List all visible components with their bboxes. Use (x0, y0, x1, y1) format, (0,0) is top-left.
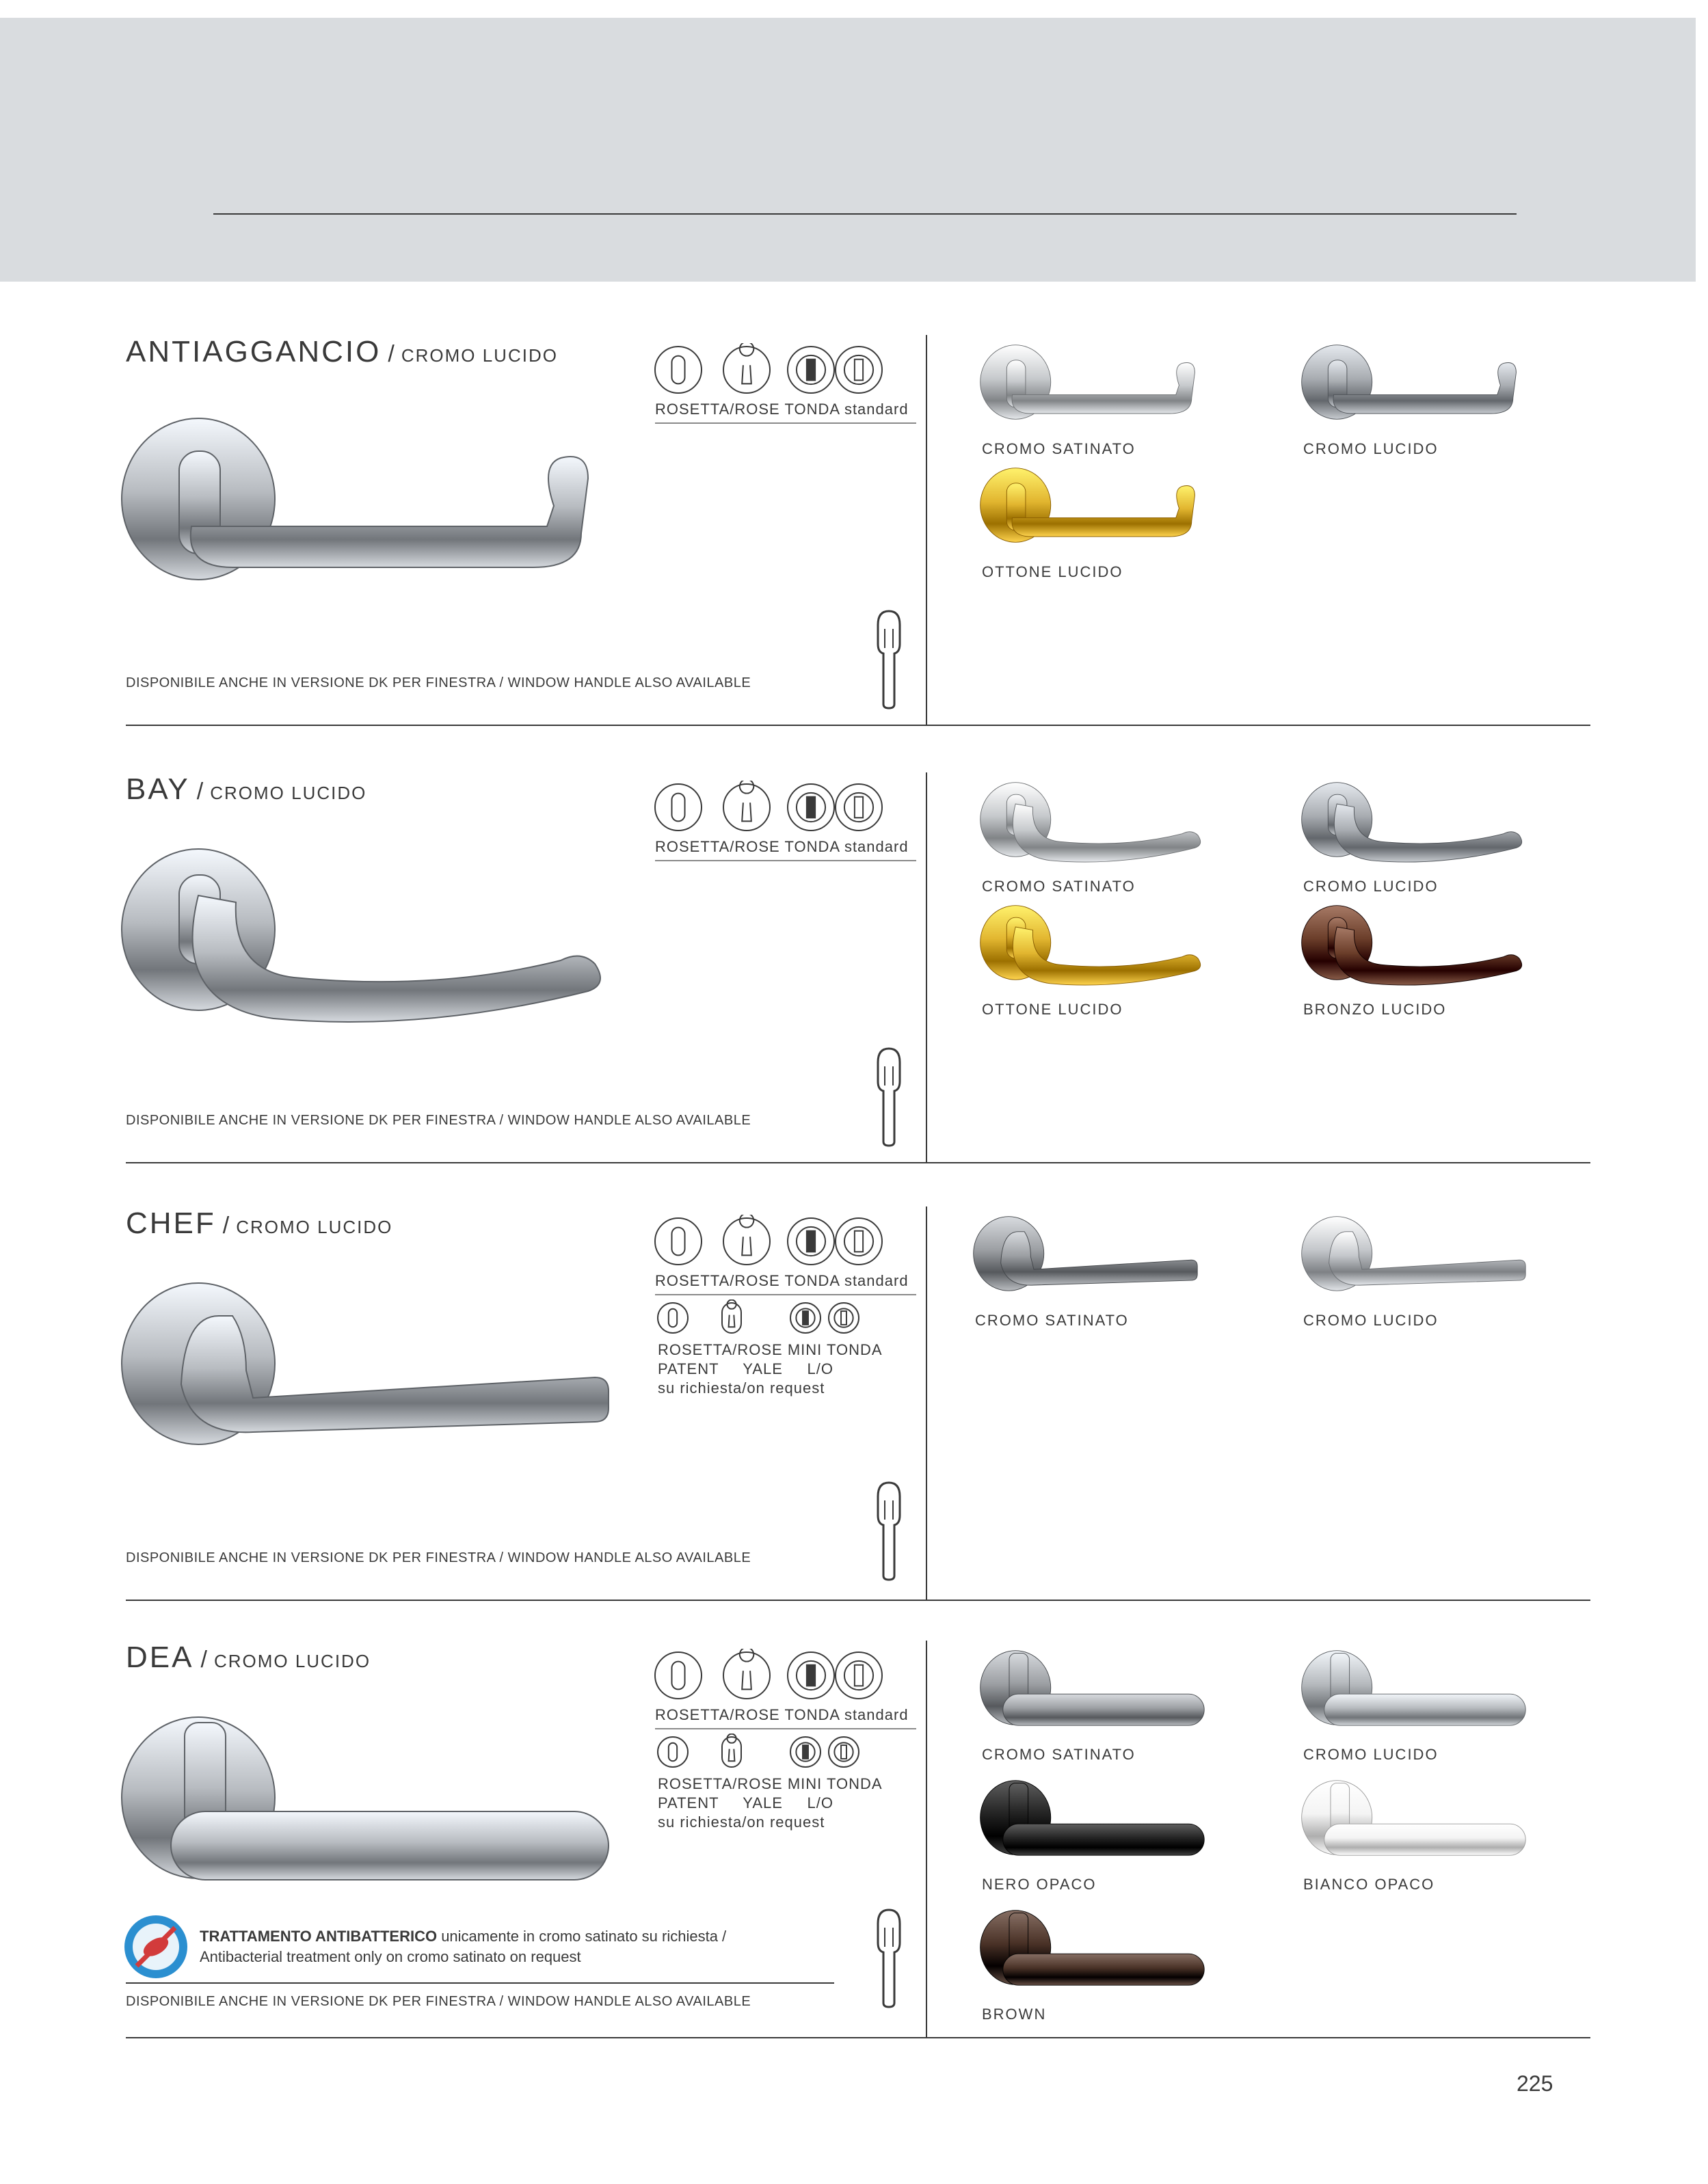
dk-note: DISPONIBILE ANCHE IN VERSIONE DK PER FINESTRA / WINDOW HANDLE ALSO AVAILABLE (126, 675, 751, 690)
lo-rose-icon-2 (836, 784, 882, 831)
variant-label: CROMO LUCIDO (1303, 1312, 1439, 1329)
variant-handle-image (978, 895, 1231, 991)
model-name: ANTIAGGANCIO (126, 335, 382, 368)
model-title (126, 1206, 392, 1241)
rose-icons (652, 781, 885, 837)
yale-rose-icon (723, 1649, 770, 1699)
column-divider (926, 772, 927, 1162)
finish-variant (978, 1641, 1231, 1764)
finish-variant (978, 1900, 1231, 2023)
rose-icons (652, 1215, 885, 1271)
antibacterial-rule (126, 1982, 834, 1984)
antibacterial-text: unicamente in cromo satinato su richiesta / (437, 1928, 727, 1945)
model-finish: CROMO LUCIDO (213, 1651, 371, 1671)
finish-variant (1299, 895, 1552, 1019)
lo-rose-icon (790, 1303, 820, 1333)
model-title (126, 335, 558, 369)
rose-label-rule (655, 1294, 916, 1295)
lo-rose-icon-2 (836, 1652, 882, 1699)
rose-icons (652, 1649, 885, 1706)
finish-variant (978, 895, 1231, 1019)
variant-label: CROMO SATINATO (975, 1312, 1129, 1329)
antibacterial-line2: Antibacterial treatment only on cromo satinato on request (200, 1948, 581, 1965)
variant-handle-image (978, 1900, 1231, 1996)
lo-rose-icon-2 (829, 1303, 859, 1333)
variant-label: CROMO SATINATO (982, 440, 1136, 457)
lo-rose-icon (788, 347, 834, 393)
lo-rose-icon (790, 1737, 820, 1767)
rose-label-rule (655, 422, 916, 424)
rose-label-rule (655, 860, 916, 861)
mini-rose-icons (655, 1299, 860, 1340)
yale-rose-icon (723, 1215, 770, 1265)
finish-variant (1299, 1641, 1552, 1764)
title-slash: / (200, 1647, 207, 1673)
header-band (0, 18, 1696, 282)
finish-variant (978, 335, 1231, 458)
rose-standard-label: ROSETTA/ROSE TONDA standard (655, 1706, 909, 1723)
column-divider (926, 1206, 927, 1600)
variant-label: BROWN (982, 2006, 1047, 2023)
variant-handle-image (1299, 335, 1552, 431)
rose-label-rule (655, 1728, 916, 1729)
variant-label: BRONZO LUCIDO (1303, 1001, 1447, 1018)
model-name: CHEF (126, 1206, 216, 1240)
yale-rose-icon (723, 343, 770, 393)
patent-rose-icon (655, 1652, 702, 1699)
model-finish: CROMO LUCIDO (236, 1217, 393, 1237)
main-handle-image (116, 1261, 622, 1483)
main-handle-image (116, 827, 622, 1049)
finish-variant (1299, 1206, 1552, 1330)
lo-rose-icon (788, 1218, 834, 1265)
variant-label: CROMO SATINATO (982, 878, 1136, 895)
finish-variant (978, 772, 1231, 895)
finish-variant (971, 1206, 1224, 1330)
variant-label: CROMO LUCIDO (1303, 1746, 1439, 1763)
patent-rose-icon (655, 347, 702, 393)
variant-handle-image (978, 335, 1231, 431)
window-handle-icon (874, 1046, 904, 1152)
finish-variant (1299, 772, 1552, 895)
model-finish: CROMO LUCIDO (210, 783, 367, 803)
variant-handle-image (978, 1641, 1231, 1736)
variant-label: OTTONE LUCIDO (982, 1001, 1123, 1018)
section-antiaggancio (0, 335, 1708, 731)
lo-rose-icon-2 (836, 347, 882, 393)
variant-handle-image (1299, 772, 1552, 868)
lo-rose-icon-2 (836, 1218, 882, 1265)
model-title (126, 772, 366, 807)
mini-rose-icons (655, 1734, 860, 1774)
window-handle-icon (874, 1907, 904, 2013)
rose-icons (652, 343, 885, 400)
window-handle-icon (874, 608, 904, 714)
section-rule (126, 2037, 1590, 2038)
variant-handle-image (978, 772, 1231, 868)
finish-variant (978, 458, 1231, 581)
title-slash: / (196, 779, 204, 805)
yale-rose-icon (722, 1300, 741, 1333)
lo-rose-icon-2 (829, 1737, 859, 1767)
antibacterial-bold: TRATTAMENTO ANTIBATTERICO (200, 1928, 438, 1945)
variant-handle-image (978, 1770, 1231, 1866)
variant-handle-image (1299, 1206, 1552, 1302)
yale-rose-icon (722, 1734, 741, 1767)
section-rule (126, 1600, 1590, 1601)
section-bay (0, 772, 1708, 1169)
rose-standard-label: ROSETTA/ROSE TONDA standard (655, 838, 909, 855)
lo-rose-icon (788, 1652, 834, 1699)
rose-mini-label: ROSETTA/ROSE MINI TONDA PATENT YALE L/O su richiesta/on request (658, 1775, 883, 1831)
title-slash: / (222, 1213, 230, 1239)
variant-label: CROMO LUCIDO (1303, 878, 1439, 895)
variant-label: BIANCO OPACO (1303, 1876, 1435, 1893)
variant-handle-image (971, 1206, 1224, 1302)
model-name: DEA (126, 1641, 194, 1674)
variant-handle-image (978, 458, 1231, 554)
yale-rose-icon (723, 781, 770, 831)
window-handle-icon (874, 1480, 904, 1586)
rose-mini-label: ROSETTA/ROSE MINI TONDA PATENT YALE L/O su richiesta/on request (658, 1341, 883, 1397)
variant-handle-image (1299, 1641, 1552, 1736)
finish-variant (1299, 335, 1552, 458)
patent-rose-icon (658, 1303, 688, 1333)
finish-variant (978, 1770, 1231, 1893)
patent-rose-icon (655, 784, 702, 831)
section-rule (126, 725, 1590, 726)
patent-rose-icon (658, 1737, 688, 1767)
patent-rose-icon (655, 1218, 702, 1265)
page-number: 225 (1517, 2071, 1553, 2096)
dk-note: DISPONIBILE ANCHE IN VERSIONE DK PER FINESTRA / WINDOW HANDLE ALSO AVAILABLE (126, 1550, 751, 1565)
variant-label: NERO OPACO (982, 1876, 1097, 1893)
rose-standard-label: ROSETTA/ROSE TONDA standard (655, 401, 909, 418)
column-divider (926, 335, 927, 725)
model-finish: CROMO LUCIDO (401, 345, 558, 366)
rose-standard-label: ROSETTA/ROSE TONDA standard (655, 1272, 909, 1289)
section-chef (0, 1206, 1708, 1606)
header-rule (213, 213, 1517, 215)
variant-handle-image (1299, 1770, 1552, 1866)
dk-note: DISPONIBILE ANCHE IN VERSIONE DK PER FINESTRA / WINDOW HANDLE ALSO AVAILABLE (126, 1994, 751, 2009)
variant-label: CROMO LUCIDO (1303, 440, 1439, 457)
model-title (126, 1641, 371, 1675)
variant-handle-image (1299, 895, 1552, 991)
antibacterial-badge-icon (123, 1914, 189, 1983)
variant-label: CROMO SATINATO (982, 1746, 1136, 1763)
column-divider (926, 1641, 927, 2037)
lo-rose-icon (788, 784, 834, 831)
title-slash: / (388, 341, 395, 367)
dk-note: DISPONIBILE ANCHE IN VERSIONE DK PER FINESTRA / WINDOW HANDLE ALSO AVAILABLE (126, 1113, 751, 1128)
antibacterial-note (200, 1926, 726, 1967)
main-handle-image (116, 396, 622, 619)
section-rule (126, 1162, 1590, 1163)
model-name: BAY (126, 772, 190, 806)
main-handle-image (116, 1695, 622, 1917)
variant-label: OTTONE LUCIDO (982, 563, 1123, 580)
finish-variant (1299, 1770, 1552, 1893)
